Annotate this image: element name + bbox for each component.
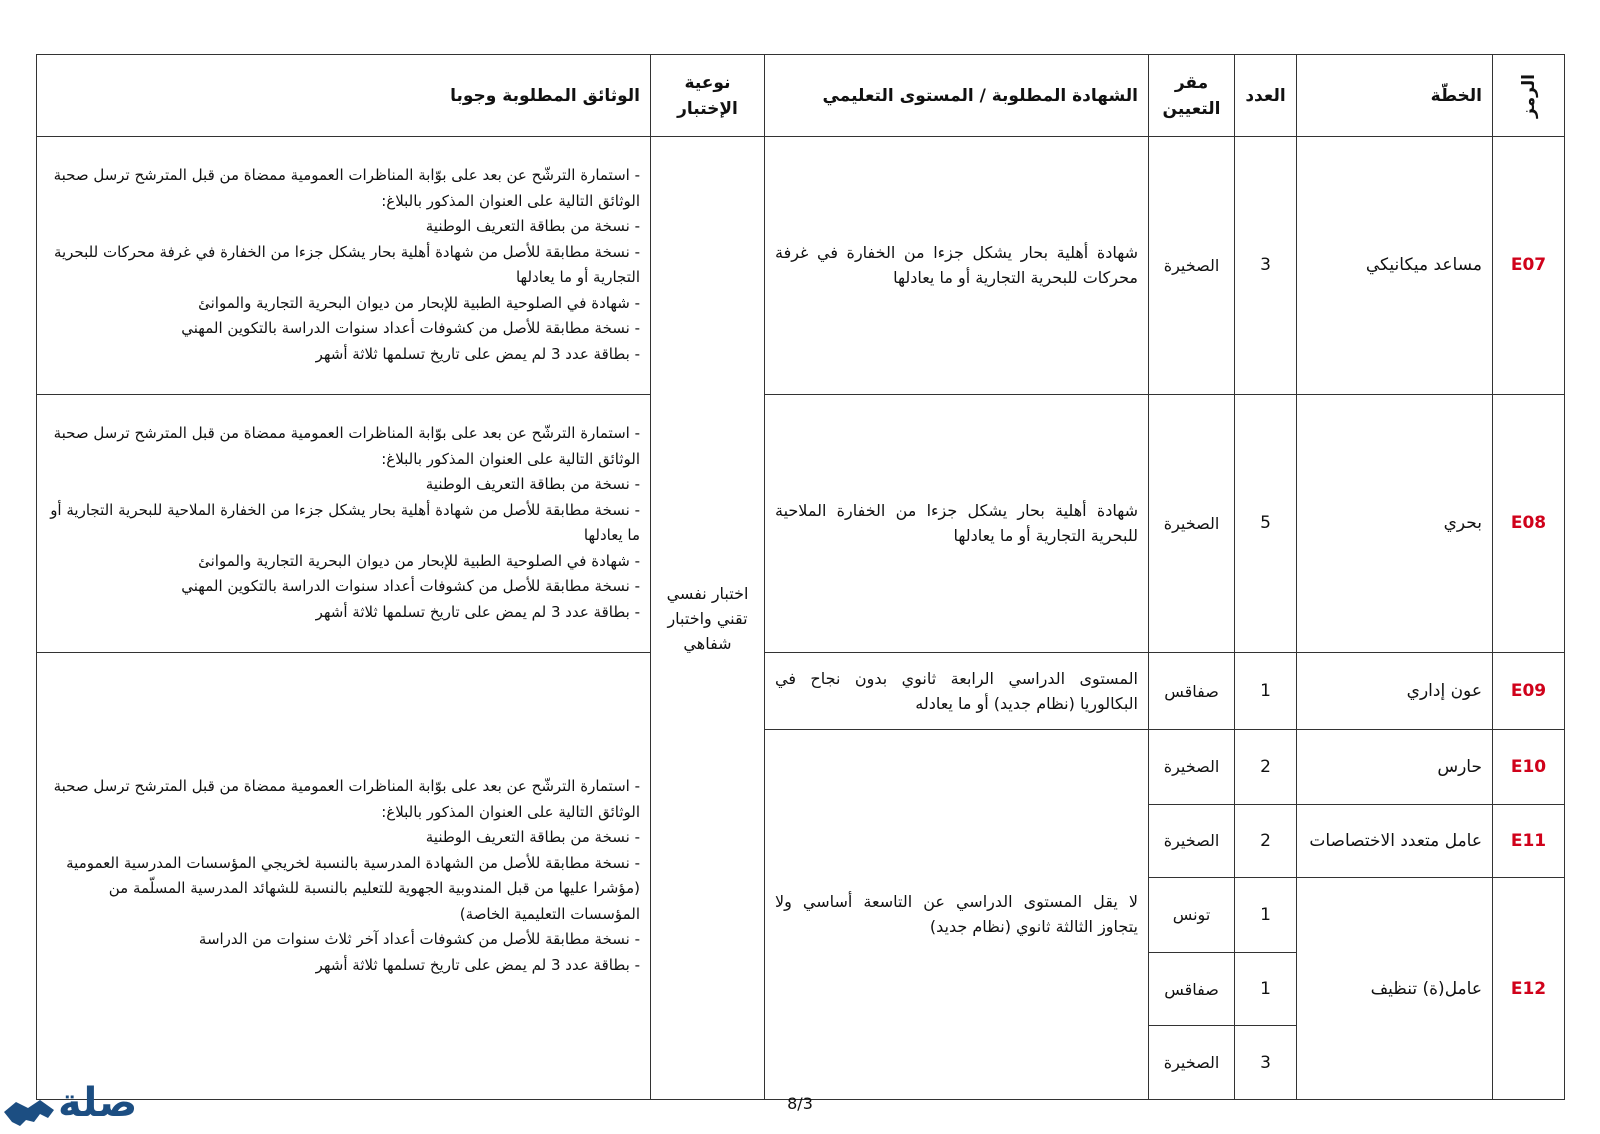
row-plan: عون إداري — [1297, 653, 1493, 730]
row-location: الصخيرة — [1149, 804, 1235, 878]
row-code: E10 — [1493, 729, 1565, 804]
header-row — [37, 55, 1565, 137]
documents-group-2 — [37, 394, 651, 653]
row-count: 3 — [1235, 1026, 1297, 1100]
row-location: الصخيرة — [1149, 394, 1235, 653]
row-code: E07 — [1493, 137, 1565, 395]
row-count: 3 — [1235, 137, 1297, 395]
header-documents: الوثائق المطلوبة وجوبا — [37, 55, 651, 137]
header-exam: نوعية الإختبار — [651, 55, 765, 137]
exam-type: اختبار نفسي تقني واختبار شفاهي — [651, 137, 765, 1100]
documents-group-3 — [37, 653, 651, 1100]
header-count: العدد — [1235, 55, 1297, 137]
row-code: E12 — [1493, 878, 1565, 1100]
row-plan: بحري — [1297, 394, 1493, 653]
doc-line: - نسخة مطابقة للأصل من شهادة أهلية بحار يشكل جزءا من الخفارة الملاحية للبحرية التجارية أو ما يعادلها — [50, 500, 640, 545]
doc-line: - نسخة مطابقة للأصل من شهادة أهلية بحار يشكل جزءا من الخفارة في غرفة محركات للبحرية التجارية أو ما يعادلها — [53, 242, 640, 287]
doc-line: - نسخة من بطاقة التعريف الوطنية — [425, 475, 640, 494]
page-number: 8/3 — [787, 1094, 813, 1113]
table-row — [37, 653, 1565, 730]
row-location: صفاقس — [1149, 952, 1235, 1026]
row-count: 1 — [1235, 952, 1297, 1026]
header-certificate: الشهادة المطلوبة / المستوى التعليمي — [765, 55, 1149, 137]
row-location: الصخيرة — [1149, 1026, 1235, 1100]
table-row — [37, 394, 1565, 653]
doc-line: - استمارة الترشّح عن بعد على بوّابة المناظرات العمومية ممضاة من قبل المترشح ترسل صحبة الوثائق التالية على العنوان المذكور بالبلاغ: — [53, 777, 640, 821]
row-location: الصخيرة — [1149, 137, 1235, 395]
row-code: E11 — [1493, 804, 1565, 878]
documents-group-1 — [37, 137, 651, 395]
doc-line: - بطاقة عدد 3 لم يمض على تاريخ تسلمها ثلاثة أشهر — [315, 344, 640, 363]
row-location: الصخيرة — [1149, 729, 1235, 804]
row-plan: حارس — [1297, 729, 1493, 804]
row-certificate: شهادة أهلية بحار يشكل جزءا من الخفارة الملاحية للبحرية التجارية أو ما يعادلها — [765, 394, 1149, 653]
row-location: صفاقس — [1149, 653, 1235, 730]
doc-line: - بطاقة عدد 3 لم يمض على تاريخ تسلمها ثلاثة أشهر — [315, 602, 640, 621]
row-count: 1 — [1235, 653, 1297, 730]
doc-line: - نسخة من بطاقة التعريف الوطنية — [425, 828, 640, 847]
row-count: 2 — [1235, 729, 1297, 804]
row-count: 5 — [1235, 394, 1297, 653]
row-plan: عامل متعدد الاختصاصات — [1297, 804, 1493, 878]
row-code: E08 — [1493, 394, 1565, 653]
row-location: تونس — [1149, 878, 1235, 953]
row-plan: عامل(ة) تنظيف — [1297, 878, 1493, 1100]
row-certificate: المستوى الدراسي الرابعة ثانوي بدون نجاح في البكالوريا (نظام جديد) أو ما يعادله — [765, 653, 1149, 730]
doc-line: - نسخة مطابقة للأصل من كشوفات أعداد آخر ثلاث سنوات من الدراسة — [198, 930, 640, 949]
jobs-table — [36, 54, 1565, 1100]
row-plan: مساعد ميكانيكي — [1297, 137, 1493, 395]
doc-line: - نسخة مطابقة للأصل من الشهادة المدرسية بالنسبة لخريجي المؤسسات المدرسية العمومية (مؤشرا عليها من قبل المندوبية الجهوية للتعليم بالنسبة للشهائد المدرسية المسلّمة من المؤسسات التعليمية الخاصة) — [66, 853, 640, 923]
row-certificate: شهادة أهلية بحار يشكل جزءا من الخفارة في غرفة محركات للبحرية التجارية أو ما يعادلها — [765, 137, 1149, 395]
header-plan: الخطّة — [1297, 55, 1493, 137]
doc-line: - استمارة الترشّح عن بعد على بوّابة المناظرات العمومية ممضاة من قبل المترشح ترسل صحبة الوثائق التالية على العنوان المذكور بالبلاغ: — [53, 166, 640, 210]
header-location: مقر التعيين — [1149, 55, 1235, 137]
row-code: E09 — [1493, 653, 1565, 730]
site-logo: صلة — [58, 1080, 138, 1126]
doc-line: - بطاقة عدد 3 لم يمض على تاريخ تسلمها ثلاثة أشهر — [315, 955, 640, 974]
doc-line: - نسخة مطابقة للأصل من كشوفات أعداد سنوات الدراسة بالتكوين المهني — [181, 577, 640, 596]
doc-line: - نسخة من بطاقة التعريف الوطنية — [425, 217, 640, 236]
doc-line: - استمارة الترشّح عن بعد على بوّابة المناظرات العمومية ممضاة من قبل المترشح ترسل صحبة الوثائق التالية على العنوان المذكور بالبلاغ: — [53, 424, 640, 468]
header-code: الرمز — [1493, 55, 1565, 137]
row-count: 2 — [1235, 804, 1297, 878]
doc-line: - شهادة في الصلوحية الطبية للإبحار من ديوان البحرية التجارية والموانئ — [198, 551, 640, 570]
doc-line: - شهادة في الصلوحية الطبية للإبحار من ديوان البحرية التجارية والموانئ — [198, 293, 640, 312]
table-row — [37, 137, 1565, 395]
row-count: 1 — [1235, 878, 1297, 953]
shared-certificate: لا يقل المستوى الدراسي عن التاسعة أساسي ولا يتجاوز الثالثة ثانوي (نظام جديد) — [765, 729, 1149, 1099]
doc-line: - نسخة مطابقة للأصل من كشوفات أعداد سنوات الدراسة بالتكوين المهني — [181, 319, 640, 338]
